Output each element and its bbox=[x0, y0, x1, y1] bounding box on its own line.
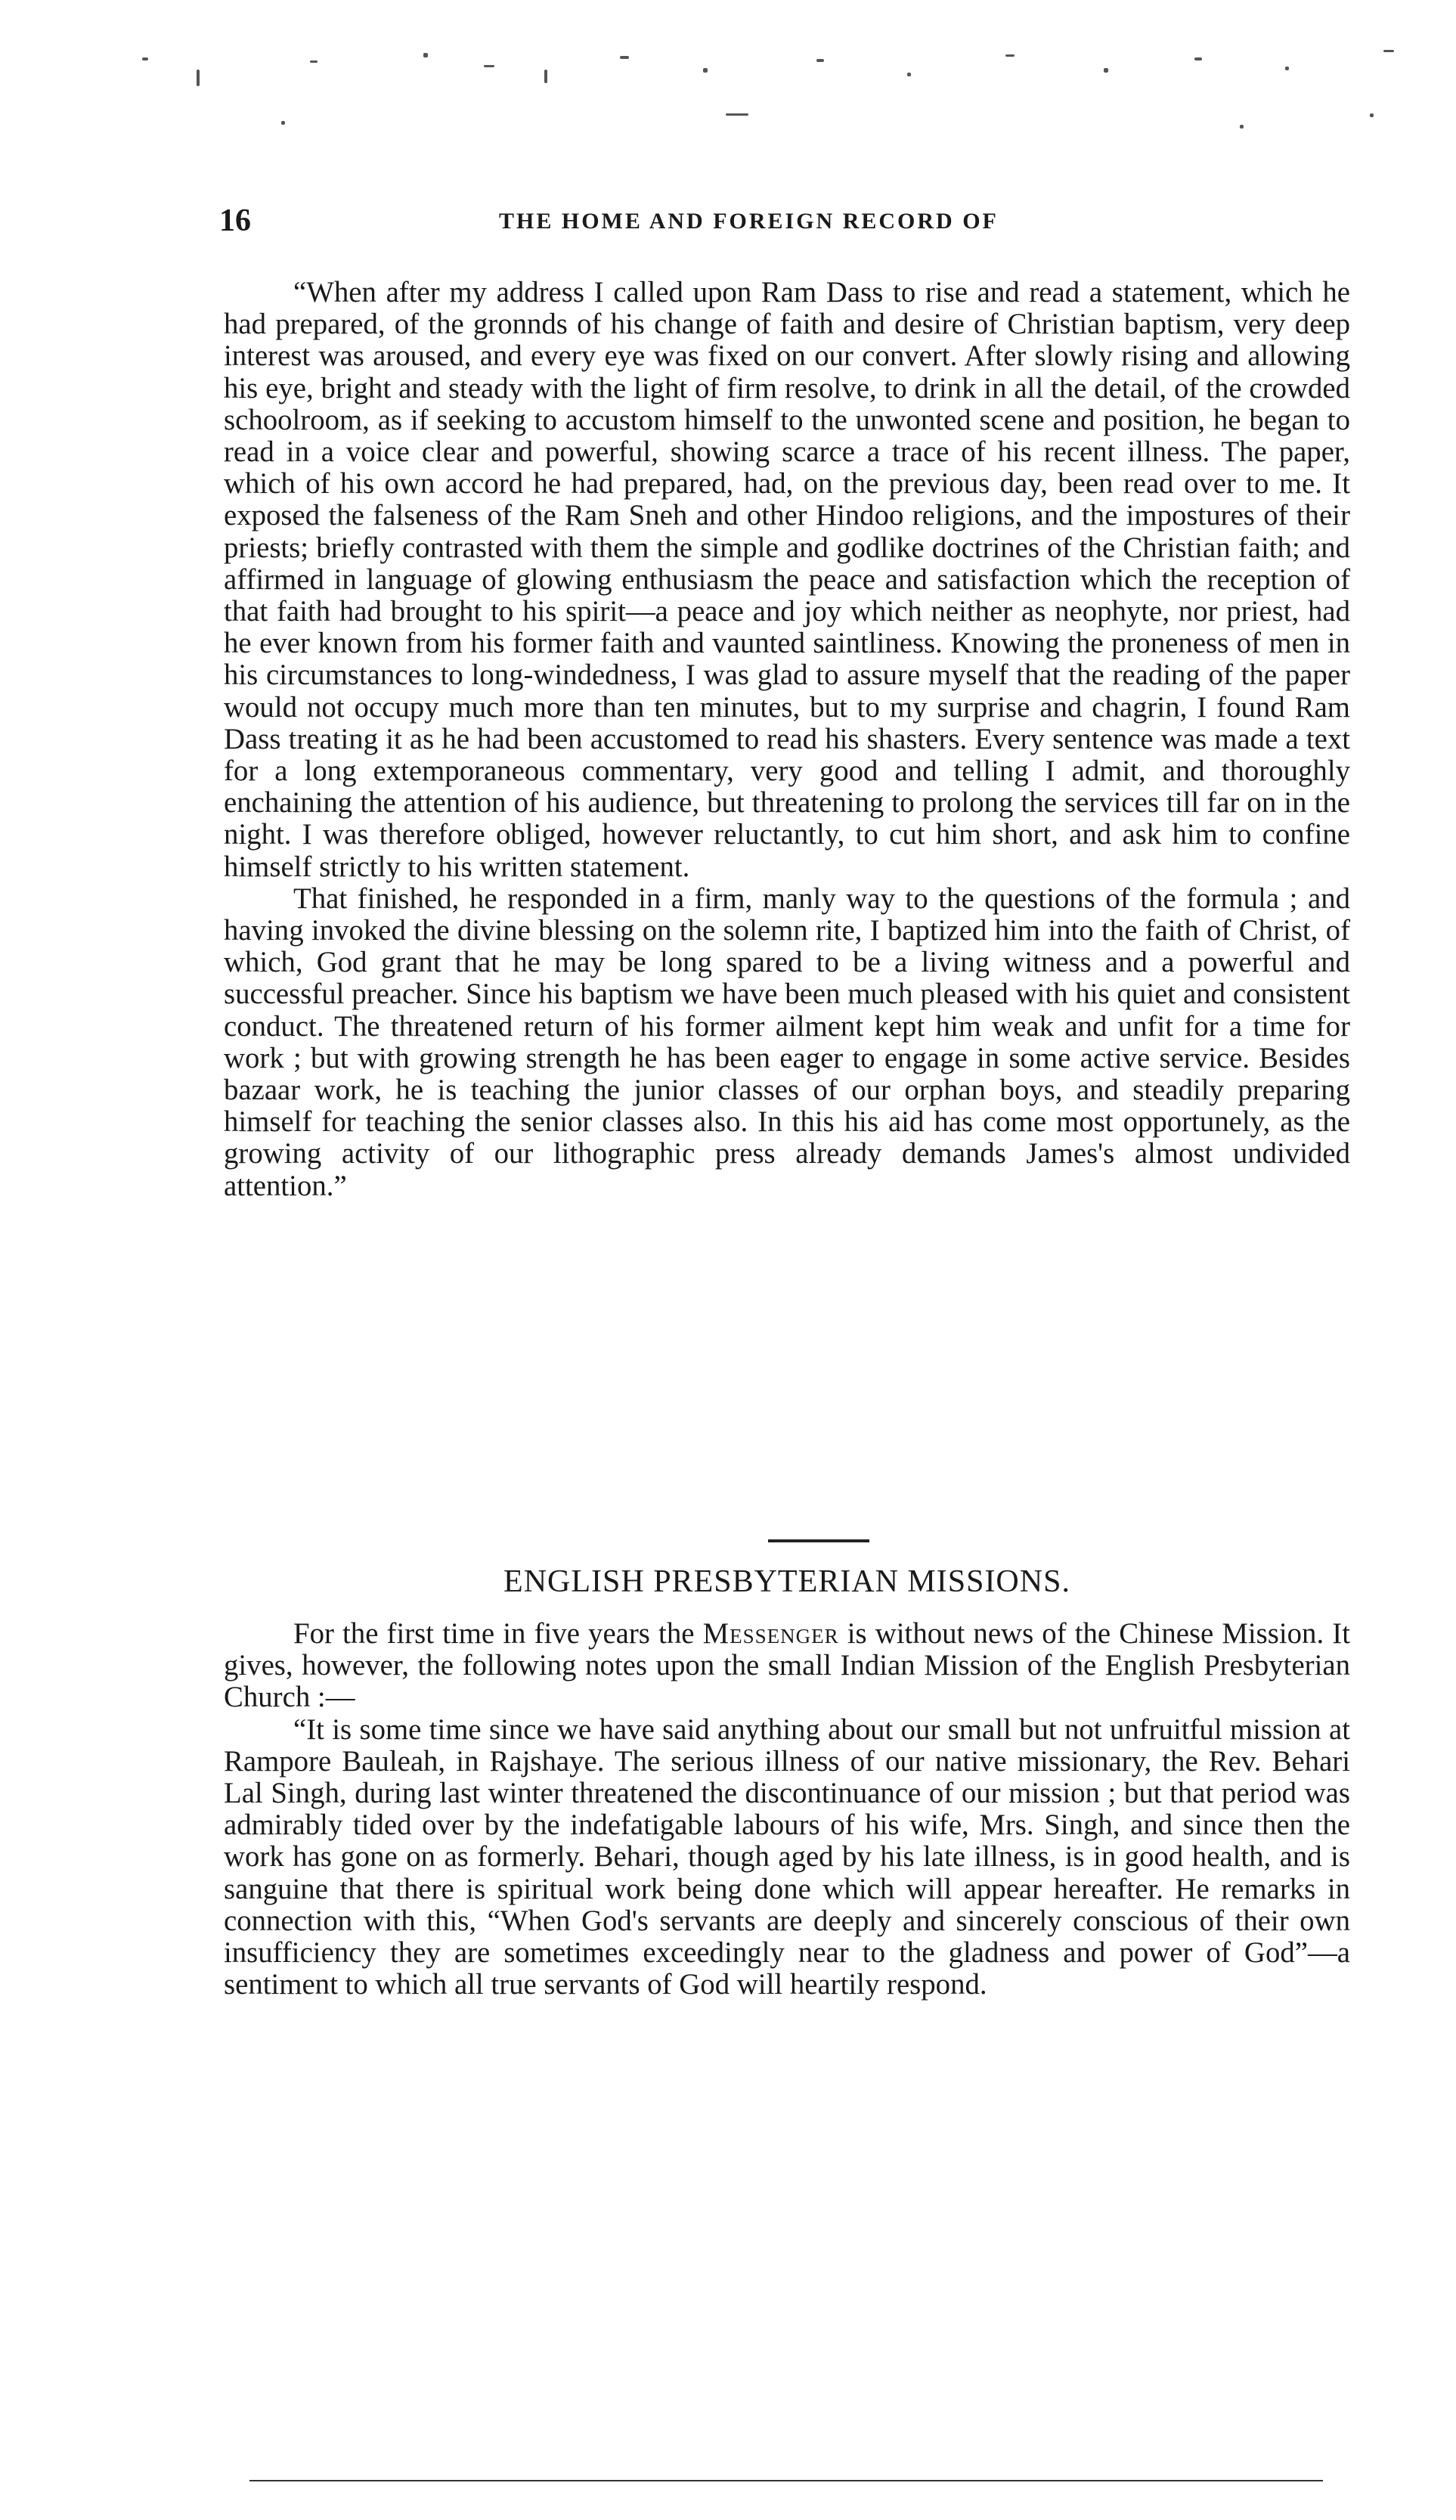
missions-quote: “It is some time since we have said anything about our small but not unfruitful mission at Rampore Bauleah, in Rajshaye. The serious illness of our native missionary, the Rev. Behari Lal Singh, during last winter threatened the discontinuance of our mission ; but that period was admirably tided over by the indefatigable labours of his wife, Mrs. Singh, and since then the work has gone on as formerly. Behari, though aged by his late illness, is in good health, and is sanguine that there is spiritual work being done which will appear hereafter. He remarks in connection with this, “When God's servants are deeply and sincerely conscious of their own insufficiency they are sometimes exceedingly near to the gladness and power of God”—a sentiment to which all true servants of God will heartily respond. bbox=[224, 1713, 1350, 2001]
missions-section bbox=[224, 1618, 1350, 2001]
page-bottom-rule bbox=[249, 2480, 1323, 2481]
section-divider bbox=[768, 1539, 869, 1542]
running-head bbox=[219, 203, 1232, 240]
page-number: 16 bbox=[219, 203, 251, 238]
intro-text-after: is without news of the Chinese Mission. It gives, however, the following notes upon the small Indian Mission of the English Presbyterian Church :— bbox=[224, 1617, 1350, 1714]
section-heading: ENGLISH PRESBYTERIAN MISSIONS. bbox=[503, 1564, 1070, 1599]
letter-excerpt bbox=[224, 277, 1350, 1202]
publication-name: Messenger bbox=[702, 1617, 839, 1650]
letter-paragraph-1: “When after my address I called upon Ram Dass to rise and read a statement, which he had prepared, of the gronnds of his change of faith and desire of Christian baptism, very deep interest was aroused, and every eye was fixed on our convert. After slowly rising and allowing his eye, bright and steady with the light of firm resolve, to drink in all the detail, of the crowded schoolroom, as if seeking to accustom himself to the unwonted scene and position, he began to read in a voice clear and powerful, showing scarce a trace of his recent illness. The paper, which of his own accord he had prepared, had, on the previous day, been read over to me. It exposed the falseness of the Ram Sneh and other Hindoo religions, and the impostures of their priests; briefly contrasted with them the simple and godlike doctrines of the Christian faith; and affirmed in language of glowing enthusiasm the peace and satisfaction which the reception of that faith had brought to his spirit—a peace and joy which neither as neophyte, nor priest, had he ever known from his former faith and vaunted saintliness. Knowing the proneness of men in his circumstances to long-windedness, I was glad to assure myself that the reading of the paper would not occupy much more than ten minutes, but to my surprise and chagrin, I found Ram Dass treating it as he had been accustomed to read his shasters. Every sentence was made a text for a long extemporaneous commentary, very good and telling I admit, and thoroughly enchaining the attention of his audience, but threatening to prolong the services till far on in the night. I was therefore obliged, however reluctantly, to cut him short, and ask him to confine himself strictly to his written statement. bbox=[224, 276, 1350, 883]
letter-paragraph-2: That finished, he responded in a firm, manly way to the questions of the formula ; and having invoked the divine blessing on the solemn rite, I baptized him into the faith of Christ, of which, God grant that he may be long spared to be a living witness and a powerful and successful preacher. Since his baptism we have been much pleased with his quiet and consistent conduct. The threatened return of his former ailment kept him weak and unfit for a time for work ; but with growing strength he has been eager to engage in some active service. Besides bazaar work, he is teaching the junior classes of our orphan boys, and steadily preparing himself for teaching the senior classes also. In this his aid has come most opportunely, as the growing activity of our lithographic press already demands James's almost undivided attention.” bbox=[224, 882, 1350, 1202]
journal-title: THE HOME AND FOREIGN RECORD OF bbox=[499, 209, 999, 234]
intro-text-before: For the first time in five years the bbox=[293, 1617, 695, 1650]
missions-intro bbox=[224, 1618, 1350, 1714]
